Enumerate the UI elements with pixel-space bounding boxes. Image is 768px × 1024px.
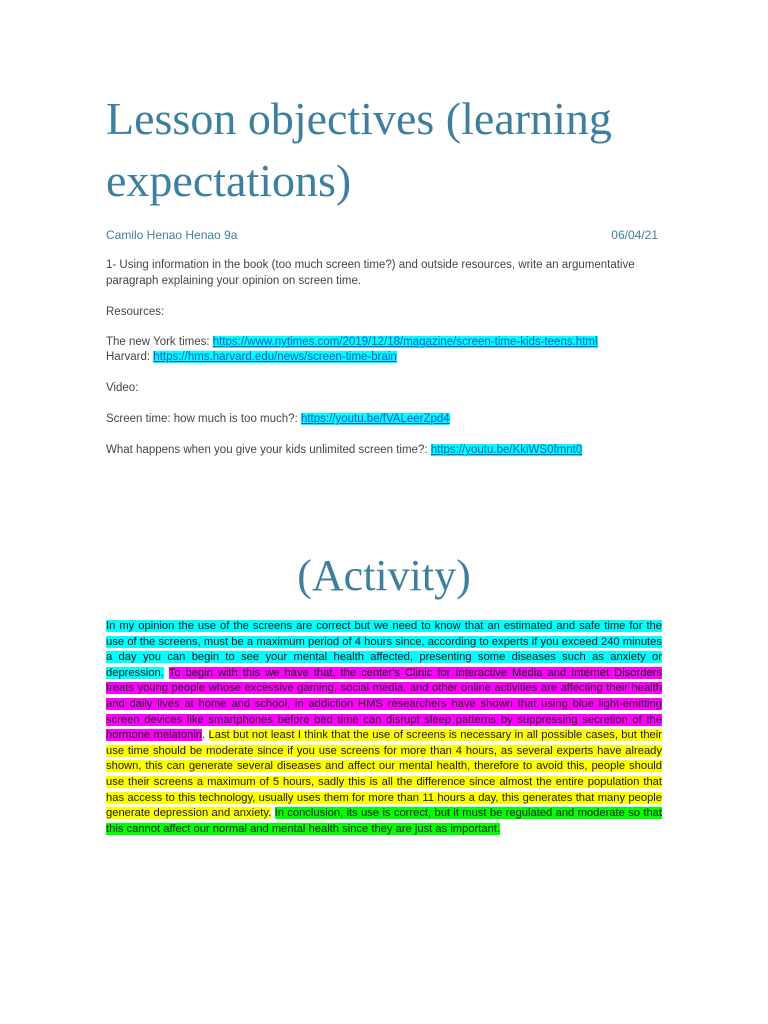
activity-heading: (Activity) bbox=[297, 551, 471, 600]
resource-harvard bbox=[106, 349, 666, 365]
nyt-link[interactable]: https://www.nytimes.com/2019/12/18/magazine/screen-time-kids-teens.html bbox=[212, 336, 598, 348]
video-1-link[interactable]: https://youtu.be/fVALeerZpd4 bbox=[300, 413, 450, 425]
essay-part-3: Last but not least I think that the use of screens is necessary in all possible cases, but their use time should be moderate since if you use screens for more than 4 hours, as several experts have already shown, this can generate several diseases and affect our mental health, therefore to avoid this, people should use their screens a maximum of 5 hours, sadly this is all the difference since almost the entire population that has access to this technology, usually uses them for more than 11 hours a day, this generates that many people generate depression and anxiety. bbox=[106, 729, 662, 820]
harvard-link[interactable]: https://hms.harvard.edu/news/screen-time-brain bbox=[153, 351, 397, 363]
video-2-label: What happens when you give your kids unlimited screen time?: bbox=[106, 444, 431, 456]
essay-part-2: To begin with this we have that, the center's Clinic for Interactive Media and Internet Disorders treats young people whose excessive gaming, social media, and other online activities are affecting their health and daily lives at home and school, in addiction HMS researchers have shown that using blue light-emitting screen devices like smartphones before bed time can disrupt sleep patterns by suppressing secretion of the hormone melatonin bbox=[106, 666, 662, 742]
essay-part-1: In my opinion the use of the screens are correct but we need to know that an estimated and safe time for the use of the screens, must be a maximum period of 4 hours since, according to experts if you exceed 240 minutes a day you can begin to see your mental health affected, presenting some diseases such as anxiety or depression. bbox=[106, 620, 662, 679]
video-2-link[interactable]: https://youtu.be/KkiWS0fmnt0 bbox=[430, 444, 583, 456]
page-title: Lesson objectives (learning expectations) bbox=[106, 93, 612, 206]
resource-harvard-label: Harvard: bbox=[106, 351, 154, 363]
essay-part-4: In conclusion, its use is correct, but it must be regulated and moderate so that this cannot affect our normal and mental health since they are just as important. bbox=[106, 807, 662, 835]
resource-nyt-label: The new York times: bbox=[106, 336, 213, 348]
resource-nyt bbox=[106, 334, 666, 350]
video-1 bbox=[106, 411, 666, 427]
video-1-label: Screen time: how much is too much?: bbox=[106, 413, 301, 425]
author-line bbox=[106, 228, 658, 242]
document-date: 06/04/21 bbox=[611, 228, 658, 242]
video-label: Video: bbox=[106, 382, 139, 394]
essay-paragraph: In my opinion the use of the screens are correct but we need to know that an estimated and safe time for the use of the screens, must be a maximum period of 4 hours since, according to experts if you exceed 240 minutes a day you can begin to see your mental health affected, presenting some diseases such as anxiety or depression. To begin with this we have that, the center's Clinic for Interactive Media and Internet Disorders treats young people whose excessive gaming, social media, and other online activities are affecting their health and daily lives at home and school, in addiction HMS researchers have shown that using blue light-emitting screen devices like smartphones before bed time can disrupt sleep patterns by suppressing secretion of the hormone melatonin. Last but not least I think that the use of screens is necessary in all possible cases, but their use time should be moderate since if you use screens for more than 4 hours, as several experts have already shown, this can generate several diseases and affect our mental health, therefore to avoid this, people should use their screens a maximum of 5 hours, sadly this is all the difference since almost the entire population that has access to this technology, usually uses them for more than 11 hours a day, this generates that many people generate depression and anxiety. In conclusion, its use is correct, but it must be regulated and moderate so that this cannot affect our normal and mental health since they are just as important. bbox=[106, 620, 662, 835]
instruction-paragraph: 1- Using information in the book (too much screen time?) and outside resources, write an argumentative paragraph explaining your opinion on screen time. bbox=[106, 259, 635, 287]
resources-label: Resources: bbox=[106, 306, 165, 318]
video-2 bbox=[106, 442, 666, 458]
author-name: Camilo Henao Henao 9a bbox=[106, 228, 238, 242]
